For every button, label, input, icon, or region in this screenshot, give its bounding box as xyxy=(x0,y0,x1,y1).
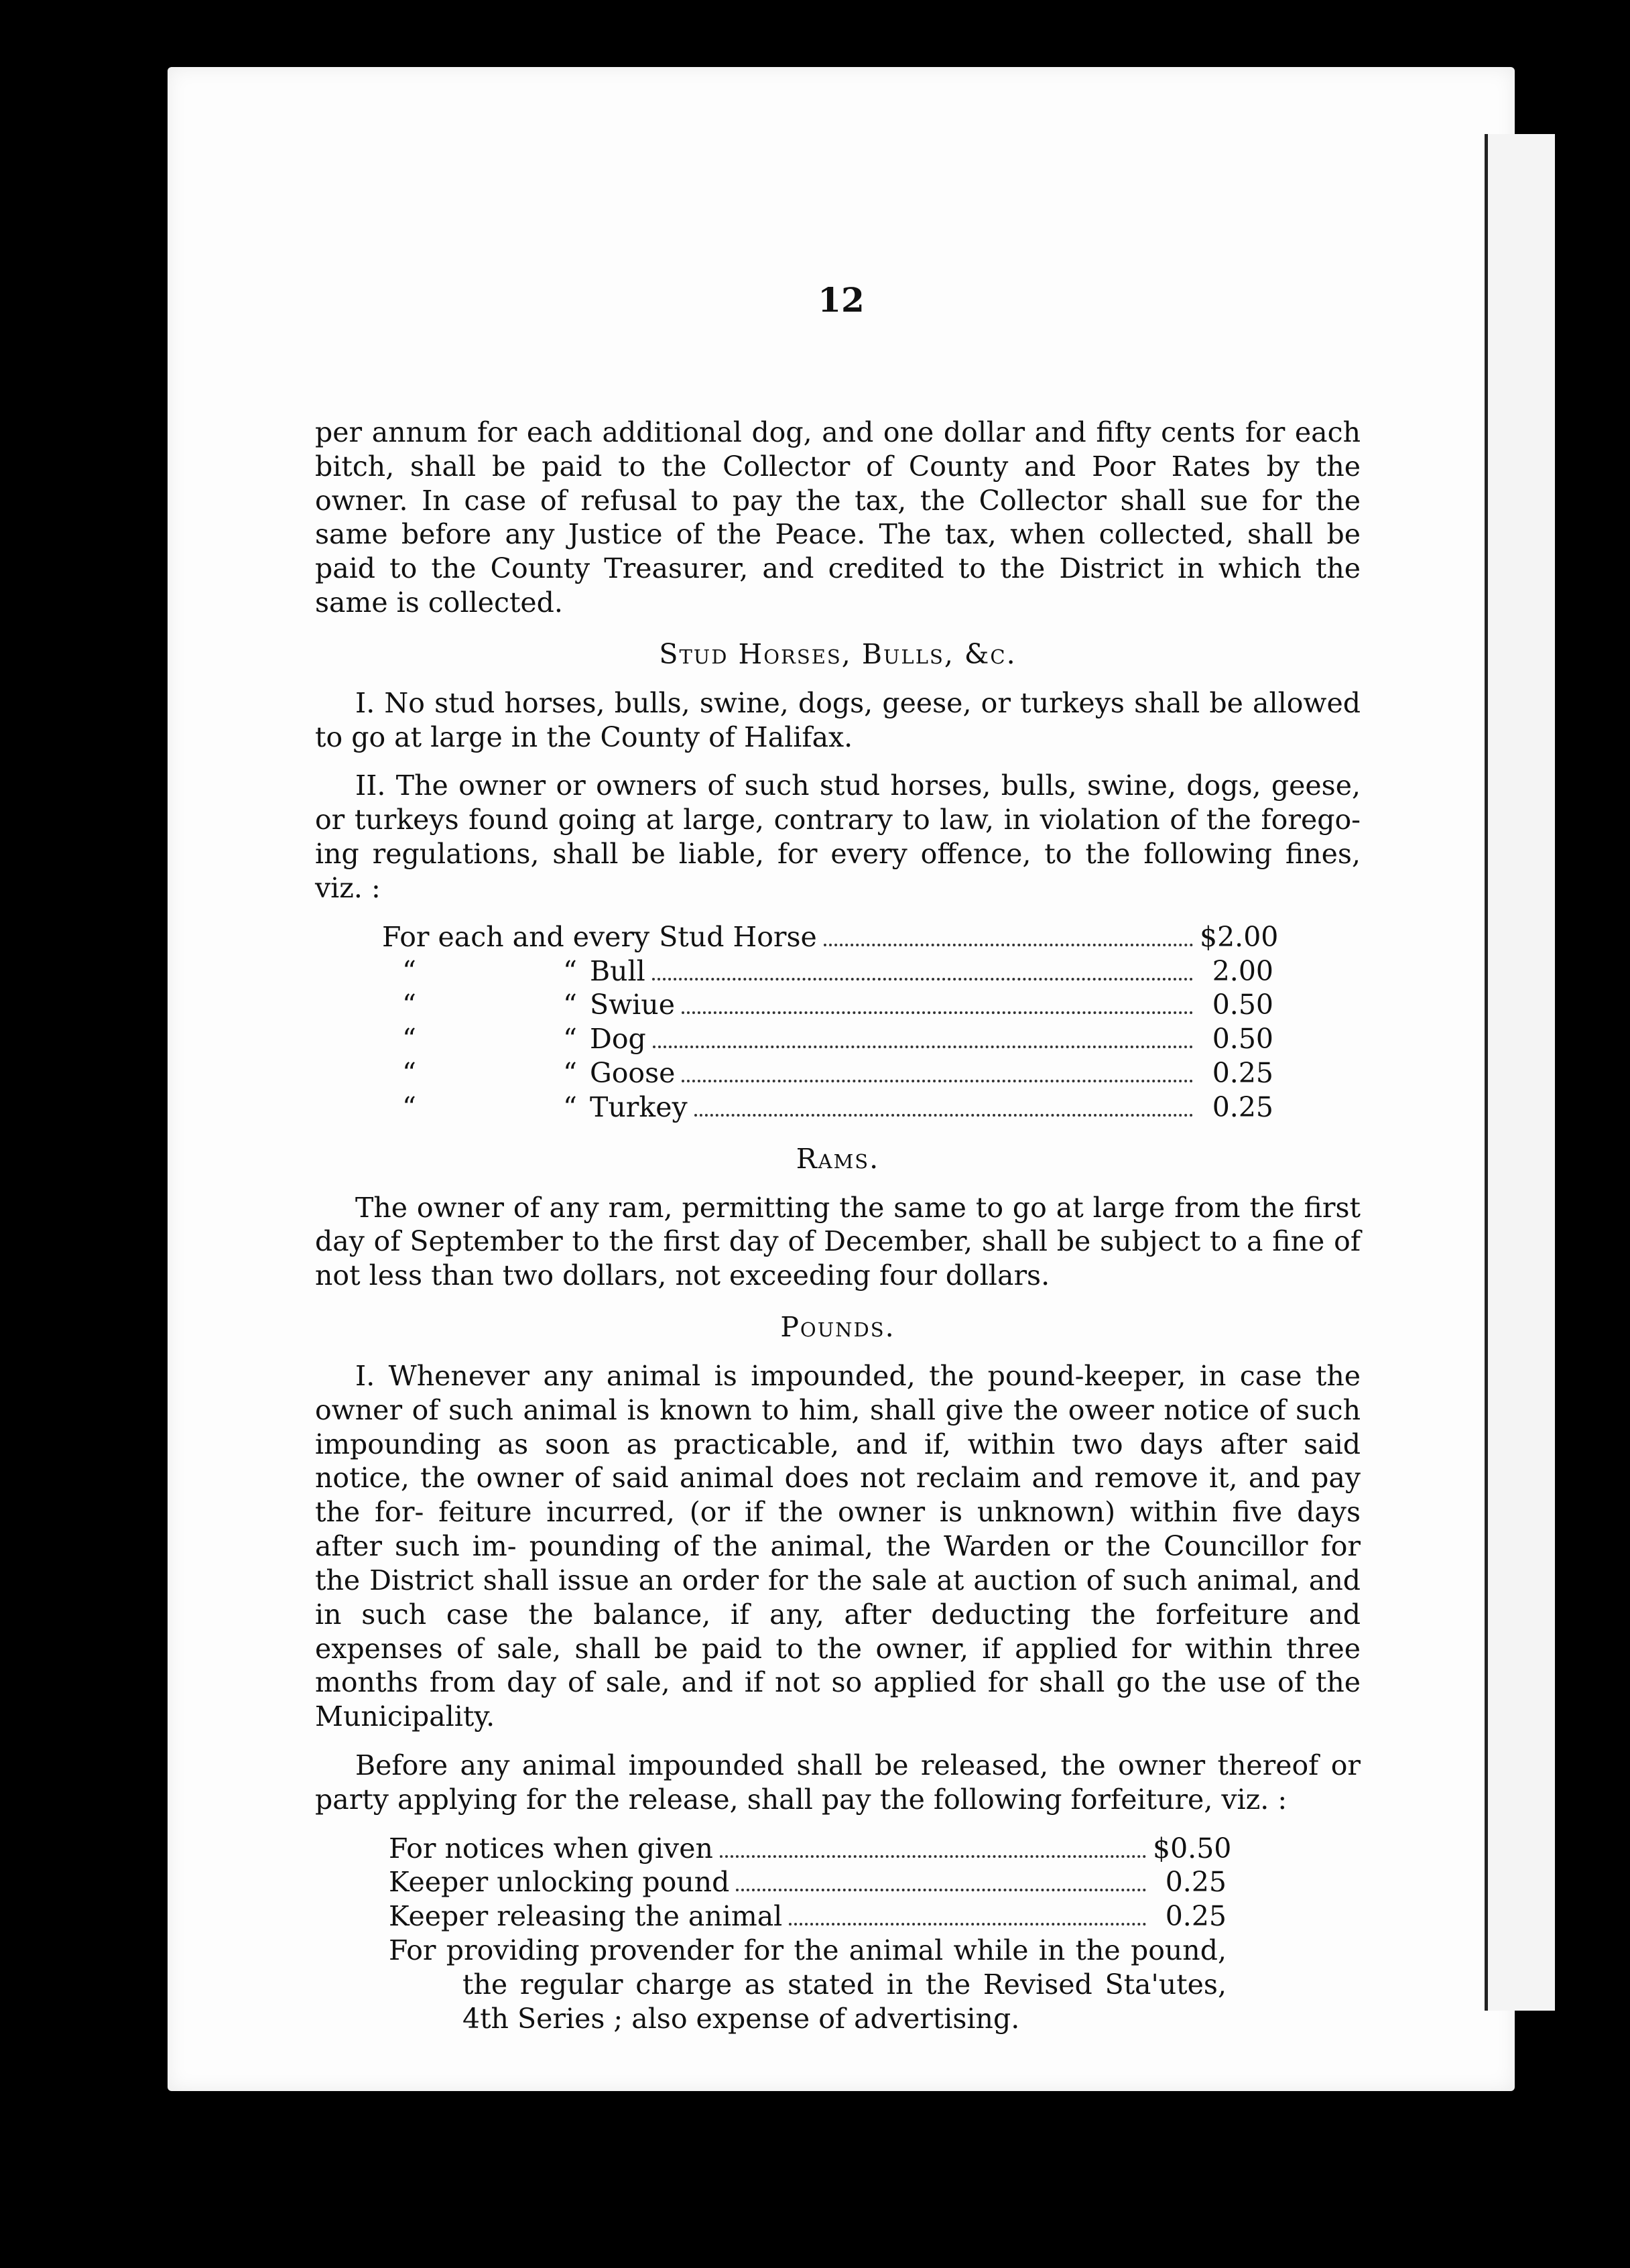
fine-amount: 0.25 xyxy=(1212,1090,1273,1123)
stud-para-2: II. The owner or owners of such stud horses, bulls, swine, dogs, geese, or turkeys found going at large, contrary to law, in violation of the forego- ing regulations, shall be liable, for every offence, to the following fines, viz. : xyxy=(315,769,1361,904)
forfeiture-amount: 0.25 xyxy=(1165,1866,1227,1899)
rams-paragraph: The owner of any ram, permitting the same to go at large from the first day of September to the first day of December, shall be subject to a fine of not less than two dollars, not exceeding four dollars. xyxy=(315,1191,1361,1292)
ditto-mark: “ xyxy=(402,954,416,987)
ditto-mark: “ xyxy=(402,1090,416,1123)
ditto-mark: “ xyxy=(563,989,577,1021)
fine-row xyxy=(315,954,1273,989)
provender-item: For providing provender for the animal while in the pound, the regular charge as stated in the Revised Sta'utes, 4th Series ; also expense of advertising. xyxy=(389,1934,1227,2035)
fines-list xyxy=(315,920,1279,1125)
leader-dots xyxy=(653,1046,1193,1048)
fine-amount: 2.00 xyxy=(1212,954,1273,987)
fine-animal: Swiue xyxy=(590,989,675,1021)
ditto-mark: “ xyxy=(563,954,577,987)
fine-lead: For each and every xyxy=(382,920,650,953)
forfeiture-item: Keeper releasing the animal xyxy=(389,1900,783,1933)
ditto-mark: “ xyxy=(402,1023,416,1056)
stud-para-1: I. No stud horses, bulls, swine, dogs, geese, or turkeys shall be allowed to go at large in the County of Halifax. xyxy=(315,686,1361,753)
pounds-para-1: I. Whenever any animal is impounded, the pound-keeper, in case the owner of such animal is known to him, shall give the oweer notice of such impounding as soon as practicable, and if, within two days after said notice, the owner of said animal does not reclaim and remove it, and pay the for- feiture incurred, (or if the owner is unknown) within five days after such im- pounding of the animal, the Warden or the Councillor for the District shall issue an order for the sale at auction of such animal, and in such case the balance, if any, after deducting the forfeiture and expenses of sale, shall be paid to the owner, if applied for within three months from day of sale, and if not so applied for shall go the use of the Municipality. xyxy=(315,1359,1361,1733)
fine-row xyxy=(315,920,1279,954)
fine-animal: Goose xyxy=(590,1057,676,1090)
fine-row xyxy=(315,988,1273,1022)
pounds-heading: Pounds. xyxy=(780,1311,895,1344)
fine-amount: 0.25 xyxy=(1212,1057,1273,1090)
fine-amount: 0.50 xyxy=(1212,989,1273,1021)
ditto-mark: “ xyxy=(402,1057,416,1090)
fine-animal: Bull xyxy=(590,954,645,987)
forfeiture-list xyxy=(389,1832,1232,2036)
leader-dots xyxy=(736,1889,1146,1891)
adjacent-page-edge xyxy=(1485,134,1555,2011)
fine-animal: Stud Horse xyxy=(659,920,817,953)
fine-row xyxy=(315,1022,1273,1056)
intro-paragraph: per annum for each additional dog, and one dollar and fifty cents for each bitch, shall be paid to the Collector of County and Poor Rates by the owner. In case of refusal to pay the tax, the Collector shall sue for the same before any Justice of the Peace. The tax, when collected, shall be paid to the County Treasurer, and credited to the District in which the same is collected. xyxy=(315,416,1361,619)
leader-dots xyxy=(694,1114,1193,1117)
fine-animal: Dog xyxy=(590,1023,646,1056)
fine-row xyxy=(315,1090,1273,1125)
pounds-para-2: Before any animal impounded shall be released, the owner thereof or party applying for the release, shall pay the following forfeiture, viz. : xyxy=(315,1749,1361,1816)
fine-amount: 0.50 xyxy=(1212,1023,1273,1056)
ditto-mark: “ xyxy=(563,1057,577,1090)
forfeiture-item: For notices when given xyxy=(389,1832,713,1865)
fine-animal: Turkey xyxy=(590,1090,688,1123)
document-page xyxy=(168,67,1515,2091)
leader-dots xyxy=(652,978,1193,981)
forfeiture-amount: $0.50 xyxy=(1153,1832,1232,1865)
forfeiture-row xyxy=(389,1865,1227,1899)
ditto-mark: “ xyxy=(402,989,416,1021)
forfeiture-row xyxy=(389,1832,1232,1866)
page-body xyxy=(315,416,1361,2036)
page-number: 12 xyxy=(818,280,865,320)
ditto-mark: “ xyxy=(563,1090,577,1123)
fine-row xyxy=(315,1056,1273,1090)
forfeiture-row xyxy=(389,1899,1227,1934)
leader-dots xyxy=(824,944,1193,946)
forfeiture-item: Keeper unlocking pound xyxy=(389,1866,730,1899)
ditto-mark: “ xyxy=(563,1023,577,1056)
leader-dots xyxy=(682,1011,1193,1014)
leader-dots xyxy=(720,1855,1146,1858)
rams-heading: Rams. xyxy=(796,1142,880,1175)
stud-horses-heading: Stud Horses, Bulls, &c. xyxy=(659,637,1017,670)
fine-amount: $2.00 xyxy=(1200,920,1279,953)
leader-dots xyxy=(682,1080,1193,1082)
forfeiture-amount: 0.25 xyxy=(1165,1900,1227,1933)
leader-dots xyxy=(789,1923,1146,1926)
